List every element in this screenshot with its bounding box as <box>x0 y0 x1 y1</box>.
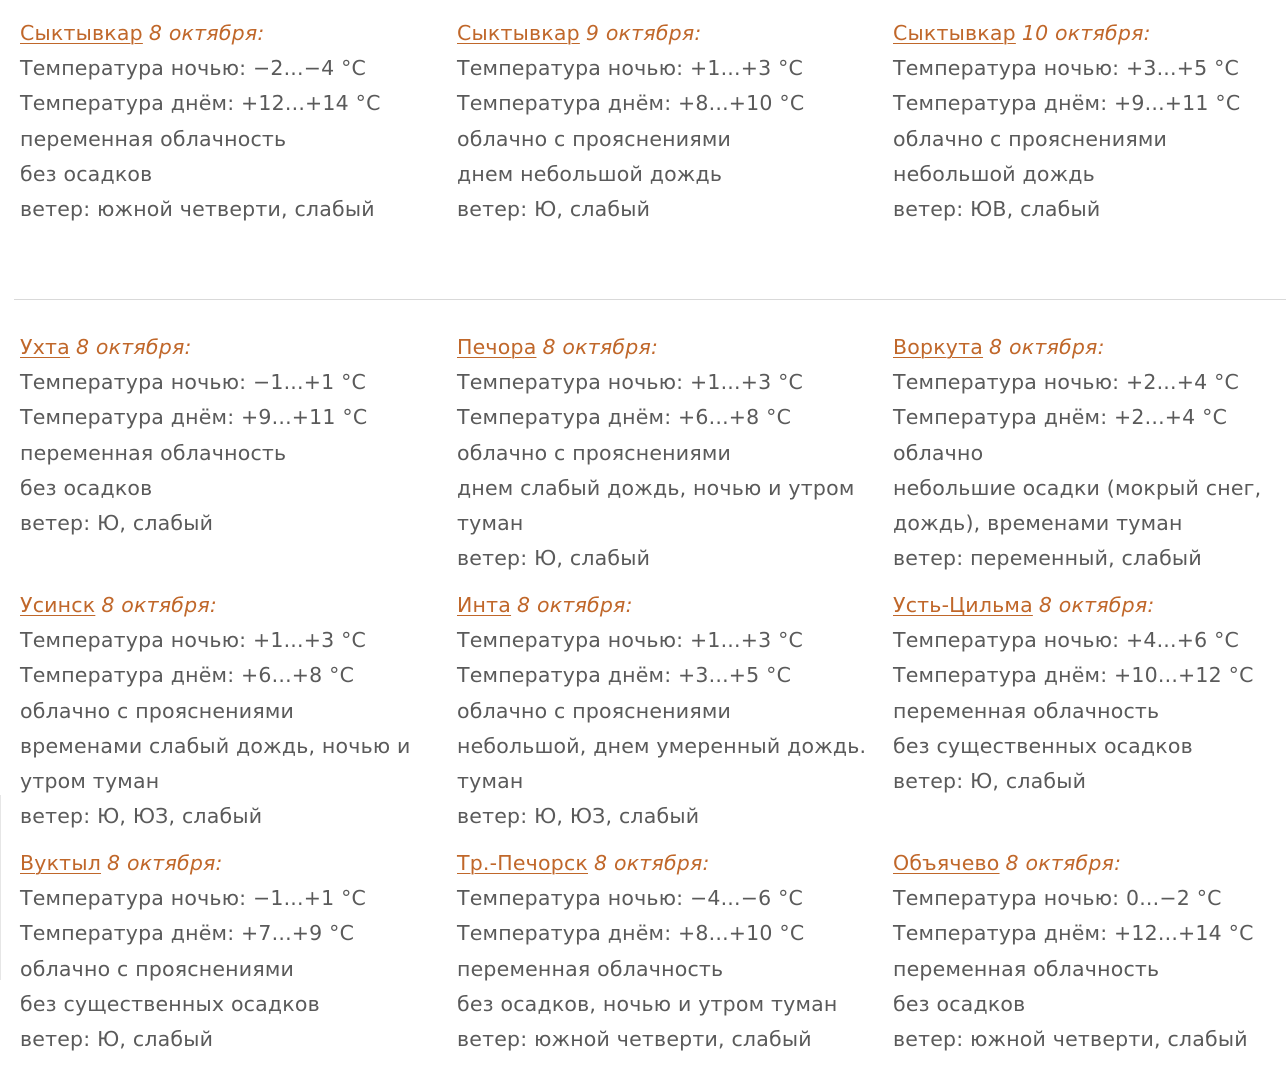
forecast-card-ust-tsilma <box>893 588 1286 799</box>
sky-condition: переменная облачность <box>457 956 724 981</box>
night-temperature: Температура ночью: −4...−6 °C <box>457 886 804 911</box>
day-temperature: Температура днём: +9...+11 °C <box>893 91 1241 116</box>
wind: ветер: Ю, ЮЗ, слабый <box>457 804 700 829</box>
day-temperature: Температура днём: +12...+14 °C <box>20 91 381 116</box>
city-link[interactable]: Сыктывкар <box>893 21 1016 45</box>
sky-condition: облачно с прояснениями <box>893 126 1168 151</box>
forecast-header <box>893 846 1286 881</box>
night-temperature: Температура ночью: +1...+3 °C <box>20 628 367 653</box>
forecast-header <box>20 588 440 623</box>
forecast-header <box>893 330 1286 365</box>
forecast-header <box>457 846 877 881</box>
city-link[interactable]: Объячево <box>893 851 1000 875</box>
night-temperature: Температура ночью: +3...+5 °C <box>893 56 1240 81</box>
forecast-date: 8 октября: <box>594 851 710 875</box>
forecast-date: 8 октября: <box>107 851 223 875</box>
forecast-date: 10 октября: <box>1021 21 1151 45</box>
city-link[interactable]: Усть-Цильма <box>893 593 1033 617</box>
day-temperature: Температура днём: +2...+4 °C <box>893 405 1228 430</box>
city-link[interactable]: Сыктывкар <box>457 21 580 45</box>
wind: ветер: южной четверти, слабый <box>457 1027 812 1052</box>
forecast-card-vorkuta <box>893 330 1286 576</box>
forecast-header <box>20 330 440 365</box>
day-temperature: Температура днём: +7...+9 °C <box>20 921 355 946</box>
day-temperature: Температура днём: +3...+5 °C <box>457 663 792 688</box>
night-temperature: Температура ночью: −1...+1 °C <box>20 886 367 911</box>
wind: ветер: Ю, слабый <box>20 511 214 536</box>
precipitation: без осадков <box>893 991 1026 1016</box>
sky-condition: облачно с прояснениями <box>457 126 732 151</box>
day-temperature: Температура днём: +9...+11 °C <box>20 405 368 430</box>
precipitation: без существенных осадков <box>20 991 320 1016</box>
precipitation: днем слабый дождь, ночью и утром туман <box>457 475 855 536</box>
sky-condition: облачно <box>893 440 984 465</box>
night-temperature: Температура ночью: +2...+4 °C <box>893 370 1240 395</box>
forecast-date: 9 октября: <box>585 21 702 45</box>
forecast-header <box>893 16 1286 51</box>
forecast-header <box>457 330 877 365</box>
city-link[interactable]: Усинск <box>20 593 96 617</box>
sky-condition: переменная облачность <box>893 698 1160 723</box>
forecast-date: 8 октября: <box>517 593 633 617</box>
wind: ветер: переменный, слабый <box>893 546 1202 571</box>
forecast-date: 8 октября: <box>989 335 1105 359</box>
forecast-card-inta <box>457 588 877 834</box>
day-temperature: Температура днём: +6...+8 °C <box>457 405 792 430</box>
wind: ветер: Ю, слабый <box>457 197 651 222</box>
city-link[interactable]: Вуктыл <box>20 851 102 875</box>
day-temperature: Температура днём: +10...+12 °C <box>893 663 1254 688</box>
forecast-card-tr-pechorsk <box>457 846 877 1057</box>
precipitation: без существенных осадков <box>893 733 1193 758</box>
forecast-header <box>457 16 877 51</box>
precipitation: небольшой, днем умеренный дождь. туман <box>457 733 867 794</box>
forecast-date: 8 октября: <box>101 593 217 617</box>
night-temperature: Температура ночью: 0...−2 °C <box>893 886 1222 911</box>
forecast-card-syktyvkar-oct8 <box>20 16 440 227</box>
precipitation: временами слабый дождь, ночью и утром туман <box>20 733 411 794</box>
forecast-header <box>893 588 1286 623</box>
wind: ветер: южной четверти, слабый <box>20 197 375 222</box>
city-link[interactable]: Воркута <box>893 335 984 359</box>
wind: ветер: Ю, ЮЗ, слабый <box>20 804 263 829</box>
precipitation: небольшой дождь <box>893 161 1095 186</box>
day-temperature: Температура днём: +12...+14 °C <box>893 921 1254 946</box>
forecast-date: 8 октября: <box>148 21 265 45</box>
forecast-date: 8 октября: <box>1005 851 1122 875</box>
precipitation: небольшие осадки (мокрый снег, дождь), временами туман <box>893 475 1262 536</box>
city-link[interactable]: Печора <box>457 335 537 359</box>
day-temperature: Температура днём: +8...+10 °C <box>457 91 805 116</box>
sky-condition: переменная облачность <box>20 126 287 151</box>
precipitation: днем небольшой дождь <box>457 161 723 186</box>
forecast-card-syktyvkar-oct9 <box>457 16 877 227</box>
forecast-header <box>20 16 440 51</box>
city-link[interactable]: Сыктывкар <box>20 21 143 45</box>
forecast-card-ukhta <box>20 330 440 541</box>
night-temperature: Температура ночью: −2...−4 °C <box>20 56 367 81</box>
forecast-card-pechora <box>457 330 877 576</box>
wind: ветер: Ю, слабый <box>893 769 1087 794</box>
sky-condition: переменная облачность <box>20 440 287 465</box>
night-temperature: Температура ночью: −1...+1 °C <box>20 370 367 395</box>
sky-condition: облачно с прояснениями <box>20 698 295 723</box>
city-link[interactable]: Тр.-Печорск <box>457 851 588 875</box>
wind: ветер: ЮВ, слабый <box>893 197 1101 222</box>
day-temperature: Температура днём: +8...+10 °C <box>457 921 805 946</box>
precipitation: без осадков <box>20 475 153 500</box>
forecast-date: 8 октября: <box>1038 593 1155 617</box>
precipitation: без осадков <box>20 161 153 186</box>
sky-condition: переменная облачность <box>893 956 1160 981</box>
wind: ветер: южной четверти, слабый <box>893 1027 1248 1052</box>
sky-condition: облачно с прояснениями <box>457 698 732 723</box>
forecast-card-vuktyl <box>20 846 440 1057</box>
night-temperature: Температура ночью: +1...+3 °C <box>457 628 804 653</box>
night-temperature: Температура ночью: +4...+6 °C <box>893 628 1240 653</box>
left-edge-line <box>0 795 1 980</box>
forecast-card-obyachevo <box>893 846 1286 1057</box>
night-temperature: Температура ночью: +1...+3 °C <box>457 370 804 395</box>
section-divider <box>14 299 1286 300</box>
night-temperature: Температура ночью: +1...+3 °C <box>457 56 804 81</box>
forecast-card-usinsk <box>20 588 440 834</box>
forecast-header <box>20 846 440 881</box>
forecast-card-syktyvkar-oct10 <box>893 16 1286 227</box>
wind: ветер: Ю, слабый <box>457 546 651 571</box>
forecast-header <box>457 588 877 623</box>
city-link[interactable]: Инта <box>457 593 512 617</box>
forecast-date: 8 октября: <box>75 335 192 359</box>
sky-condition: облачно с прояснениями <box>457 440 732 465</box>
city-link[interactable]: Ухта <box>20 335 70 359</box>
forecast-date: 8 октября: <box>542 335 659 359</box>
wind: ветер: Ю, слабый <box>20 1027 214 1052</box>
sky-condition: облачно с прояснениями <box>20 956 295 981</box>
precipitation: без осадков, ночью и утром туман <box>457 991 838 1016</box>
day-temperature: Температура днём: +6...+8 °C <box>20 663 355 688</box>
